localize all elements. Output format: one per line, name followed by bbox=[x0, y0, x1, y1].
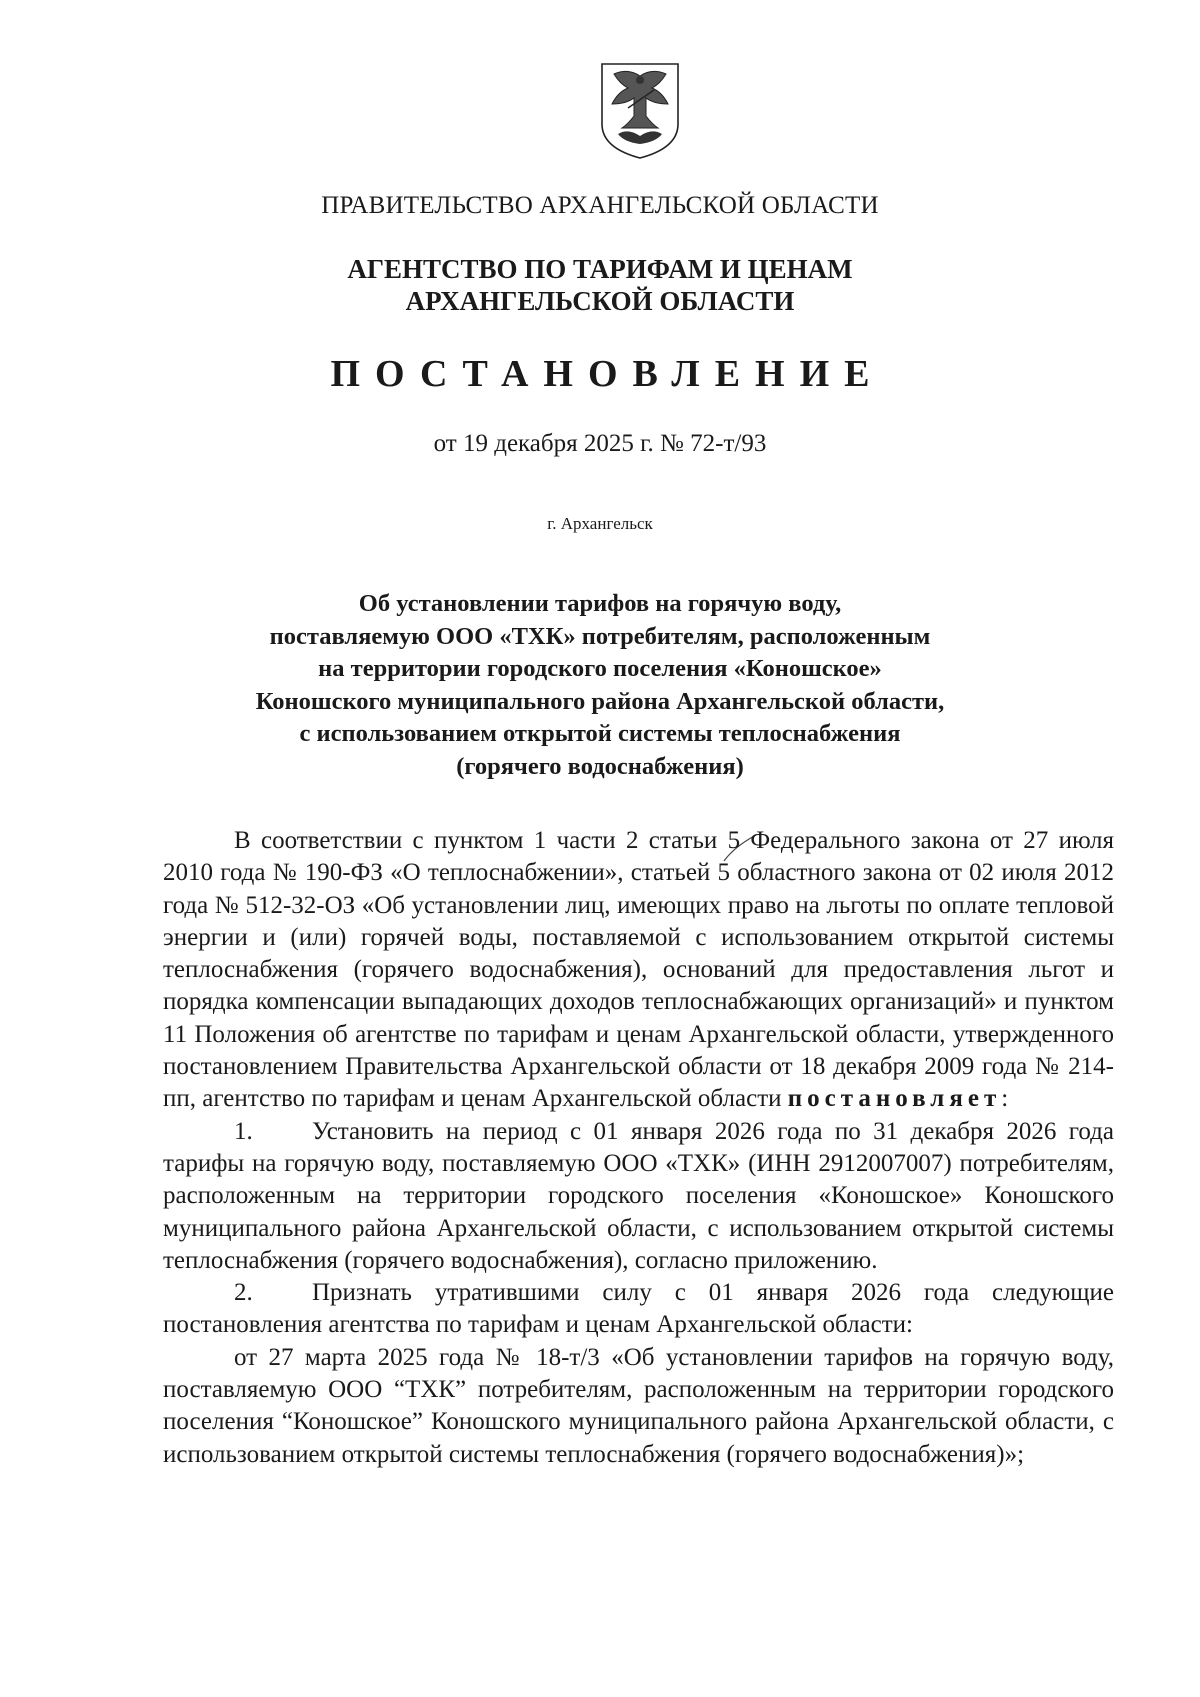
item-2-sub-paragraph: от 27 марта 2025 года № 18-т/3 «Об установлении тарифов на горячую воду, поставляемую ООО “ТХК” потребителям, расположенным на территории городского поселения “Коношское” Коношского муниципального района Архангельской области, с использованием открытой системы теплоснабжения (горячего водоснабжения)»; bbox=[163, 1343, 1114, 1468]
decrees-colon: : bbox=[1001, 1085, 1009, 1113]
agency-name-line: АГЕНТСТВО ПО ТАРИФАМ И ЦЕНАМ bbox=[347, 254, 853, 284]
item-number: 2. bbox=[234, 1279, 253, 1307]
document-city: г. Архангельск bbox=[547, 514, 653, 533]
subject-line: с использованием открытой системы теплоснабжения bbox=[299, 720, 901, 747]
subject-line: поставляемую ООО «ТХК» потребителям, расположенным bbox=[269, 622, 931, 650]
subject-line: Коношского муниципального района Архангельской области, bbox=[255, 687, 945, 715]
coat-of-arms-emblem bbox=[598, 58, 682, 162]
subject-line: Об установлении тарифов на горячую воду, bbox=[358, 590, 842, 617]
decrees-word: постановляет bbox=[787, 1085, 1002, 1113]
item-text: Признать утратившими силу с 01 января 2026 года следующие постановления агентства по тарифам и ценам Архангельской области: bbox=[163, 1279, 1114, 1339]
document-subject bbox=[0, 588, 1200, 783]
agency-name-line: АРХАНГЕЛЬСКОЙ ОБЛАСТИ bbox=[405, 286, 795, 316]
government-name: ПРАВИТЕЛЬСТВО АРХАНГЕЛЬСКОЙ ОБЛАСТИ bbox=[321, 192, 879, 219]
document-body bbox=[163, 825, 1114, 1471]
preamble-text: В соответствии с пунктом 1 части 2 статьи 5 Федерального закона от 27 июля 2010 года № 190-ФЗ «О теплоснабжении», статьей 5 областного закона от 02 июля 2012 года № 512-32-ОЗ «Об установлении лиц, имеющих право на льготы по оплате тепловой энергии и (или) горячей воды, поставляемой с использованием открытой системы теплоснабжения (горячего водоснабжения), оснований для предоставления льгот и порядка компенсации выпадающих доходов теплоснабжающих организаций» и пунктом 11 Положения об агентстве по тарифам и ценам Архангельской области, утвержденного постановлением Правительства Архангельской области от 18 декабря 2009 года № 214-пп, агентство по тарифам и ценам Архангельской области bbox=[163, 827, 1114, 1113]
item-text: Установить на период с 01 января 2026 года по 31 декабря 2026 года тарифы на горячую воду, поставляемую ООО «ТХК» (ИНН 2912007007) потребителям, расположенным на территории городского поселения «Коношское» Коношского муниципального района Архангельской области, с использованием открытой системы теплоснабжения (горячего водоснабжения), согласно приложению. bbox=[163, 1117, 1114, 1274]
item-number: 1. bbox=[234, 1117, 253, 1145]
agency-name bbox=[0, 253, 1200, 317]
preamble-paragraph bbox=[163, 825, 1114, 1116]
subject-line: на территории городского поселения «Коношское» bbox=[318, 655, 882, 682]
document-type-title: ПОСТАНОВЛЕНИЕ bbox=[330, 353, 885, 395]
item-1-paragraph bbox=[163, 1116, 1114, 1277]
subject-line: (горячего водоснабжения) bbox=[456, 752, 744, 780]
document-date-number: от 19 декабря 2025 г. № 72-т/93 bbox=[433, 430, 767, 457]
item-2-paragraph bbox=[163, 1277, 1114, 1342]
